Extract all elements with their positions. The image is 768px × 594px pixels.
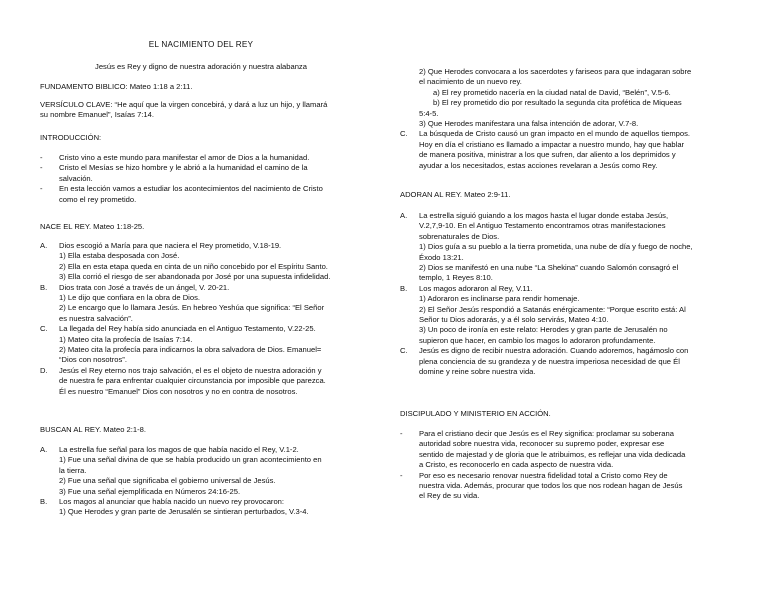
- sub-item: 3) Un poco de ironía en este relato: Herodes y gran parte de Jerusalén no: [419, 325, 668, 335]
- document-title: EL NACIMIENTO DEL REY: [148, 40, 254, 49]
- outline-letter: C.: [40, 324, 48, 334]
- text-line: Él es nuestro “Emanuel” Dios con nosotros y no en contra de nosotros.: [59, 386, 298, 396]
- text-line: como el rey prometido.: [59, 194, 137, 204]
- sub-item: 1) Fue una señal divina de que se había producido un gran acontecimiento en: [59, 455, 322, 465]
- sub-item: la tierra.: [59, 465, 87, 475]
- sub-item: 2) Fue una señal que significaba el gobierno universal de Jesús.: [59, 476, 276, 486]
- outline-letter: A.: [40, 445, 48, 454]
- text-line: En esta lección vamos a estudiar los acontecimientos del nacimiento de Cristo: [59, 184, 323, 194]
- outline-item-a: [40, 445, 362, 455]
- sub-item: 2) Dios se manifestó en una nube “La Shekina” cuando Salomón consagró el: [419, 263, 679, 273]
- sub-item: 1) Dios guía a su pueblo a la tierra prometida, una nube de día y fuego de noche,: [419, 242, 693, 252]
- text-line: Los magos al anunciar que había nacido un nuevo rey provocaron:: [59, 497, 285, 507]
- text-line: VERSÍCULO CLAVE: “He aquí que la virgen concebirá, y dará a luz un hijo, y llamará: [40, 100, 328, 109]
- buscan-section: [40, 445, 362, 518]
- sub-item: 2) Ella en esta etapa queda en cinta de un niño concebido por el Espíritu Santo.: [59, 261, 328, 271]
- list-item: [400, 471, 730, 502]
- text-line: Cristo vino a este mundo para manifestar el amor de Dios a la humanidad.: [59, 153, 310, 162]
- outline-item-d: [40, 366, 362, 397]
- outline-item-a: [400, 211, 730, 242]
- sub-item: 1) Que Herodes y gran parte de Jerusalén se sintieran perturbados, V.3-4.: [59, 507, 309, 517]
- outline-item-c: [400, 346, 730, 377]
- text-line: de nuestra fe para enfrentar cualquier circunstancia por imposible que parezca.: [59, 376, 326, 386]
- text-line: Jesús el Rey eterno nos trajo salvación, el es el objeto de nuestra adoración y: [59, 365, 322, 375]
- list-item: [40, 163, 362, 184]
- sub-item: es nuestra salvación”.: [59, 313, 133, 323]
- sub-item: 2) Que Herodes convocara a los sacerdotes y fariseos para que indagaran sobre: [419, 67, 692, 76]
- sub-sub-item: a) El rey prometido nacería en la ciudad natal de David, “Belén”, V.5-6.: [433, 87, 671, 97]
- text-line: salvación.: [59, 173, 93, 183]
- fundamento-biblico: FUNDAMENTO BIBLICO: Mateo 1:18 a 2:11.: [40, 82, 193, 91]
- outline-item-c: [40, 324, 362, 334]
- sub-item: 2) Mateo cita la profecía para indicarnos la obra salvadora de Dios. Emanuel=: [59, 345, 322, 355]
- outline-letter: A.: [400, 211, 408, 220]
- list-item: [40, 153, 362, 163]
- introduccion-list: [40, 153, 362, 205]
- text-line: Para el cristiano decir que Jesús es el Rey significa: proclamar su soberana: [419, 429, 674, 438]
- nace-section: [40, 241, 362, 397]
- outline-item-b: [40, 497, 362, 507]
- adoran-section: [400, 211, 730, 378]
- sub-item: el nacimiento de un nuevo rey.: [419, 77, 522, 87]
- outline-letter: C.: [400, 129, 408, 139]
- outline-letter: D.: [40, 365, 48, 375]
- bullet-dash: -: [40, 153, 43, 162]
- outline-letter: B.: [40, 282, 48, 292]
- bullet-dash: -: [400, 429, 403, 438]
- versiculo-clave: [40, 100, 362, 121]
- sub-item: 1) Le dijo que confiara en la obra de Dios.: [59, 293, 200, 303]
- outline-item-c: [400, 129, 730, 171]
- text-line: V.2,7,9-10. En el Antiguo Testamento encontramos otras manifestaciones: [419, 221, 666, 231]
- text-line: de manera positiva, ministrar a los que sufren, dar aliento a los deprimidos y: [419, 150, 676, 160]
- document-subtitle: Jesús es Rey y digno de nuestra adoración y nuestra alabanza: [95, 62, 307, 71]
- text-line: el Rey de su vida.: [419, 491, 480, 501]
- text-line: Hoy en día el cristiano es llamado a impactar a nuestro mundo, hay que hablar: [419, 139, 685, 149]
- text-line: La búsqueda de Cristo causó un gran impacto en el mundo de aquellos tiempos.: [419, 129, 691, 139]
- sub-sub-item: 5:4-5.: [419, 108, 439, 118]
- text-line: La estrella siguió guiando a los magos hasta el lugar donde estaba Jesús,: [419, 211, 669, 220]
- text-line: Dios trata con José a través de un ángel, V. 20-21.: [59, 282, 230, 292]
- text-line: Los magos adoraron al Rey, V.11.: [419, 283, 533, 293]
- list-item: [40, 184, 362, 205]
- bullet-dash: -: [40, 184, 43, 194]
- text-line: La estrella fue señal para los magos de que había nacido el Rey, V.1-2.: [59, 445, 299, 454]
- outline-letter: A.: [40, 241, 48, 250]
- text-line: nuestra vida. Además, procurar que todos los que nos rodean hagan de Jesús: [419, 481, 683, 491]
- sub-item: Éxodo 13:21.: [419, 252, 464, 262]
- text-line: Jesús es digno de recibir nuestra adoración. Cuando adoremos, hagámoslo con: [419, 346, 689, 356]
- text-line: domine y reine sobre nuestra vida.: [419, 367, 536, 377]
- outline-item-b: [40, 283, 362, 293]
- introduccion-heading: INTRODUCCIÓN:: [40, 133, 102, 142]
- sub-item: supieron que hacer, en cambio los magos lo adoraron profundamente.: [419, 335, 656, 345]
- outline-letter: B.: [400, 283, 408, 293]
- text-line: autoridad sobre nuestra vida, reconocer su supremo poder, expresar ese: [419, 439, 665, 449]
- discipulado-heading: DISCIPULADO Y MINISTERIO EN ACCIÓN.: [400, 409, 551, 418]
- outline-item-b: [400, 284, 730, 294]
- nace-heading: NACE EL REY. Mateo 1:18-25.: [40, 222, 145, 231]
- buscan-continued: [400, 67, 730, 171]
- buscan-heading: BUSCAN AL REY. Mateo 2:1-8.: [40, 425, 146, 434]
- outline-letter: B.: [40, 497, 48, 507]
- sub-item: “Dios con nosotros”.: [59, 355, 127, 365]
- text-line: La llegada del Rey había sido anunciada en el Antiguo Testamento, V.22-25.: [59, 324, 316, 334]
- text-line: a Cristo, es reconocerlo en cada aspecto de nuestra vida.: [419, 460, 614, 470]
- sub-item: 1) Mateo cita la profecía de Isaías 7:14.: [59, 334, 193, 344]
- sub-item: templo, 1 Reyes 8:10.: [419, 273, 493, 283]
- adoran-heading: ADORAN AL REY. Mateo 2:9-11.: [400, 190, 511, 199]
- text-line: Por eso es necesario renovar nuestra fidelidad total a Cristo como Rey de: [419, 470, 668, 480]
- text-line: sobrenaturales de Dios.: [419, 231, 500, 241]
- text-line: Dios escogió a María para que naciera el Rey prometido, V.18-19.: [59, 241, 282, 250]
- sub-item: 3) Que Herodes manifestara una falsa intención de adorar, V.7-8.: [419, 119, 639, 129]
- sub-item: 3) Ella corrió el riesgo de ser abandonada por José por una supuesta infidelidad.: [59, 272, 331, 282]
- text-line: ayudar a los necesitados, estas acciones revelaran a Jesús como Rey.: [419, 160, 658, 170]
- sub-item: 1) Ella estaba desposada con José.: [59, 251, 180, 261]
- outline-letter: C.: [400, 346, 408, 356]
- outline-item-a: [40, 241, 362, 251]
- text-line: Cristo el Mesías se hizo hombre y le abrió a la humanidad el camino de la: [59, 163, 308, 173]
- discipulado-list: [400, 429, 730, 502]
- sub-sub-item: b) El rey prometido dio por resultado la segunda cita profética de Miqueas: [433, 98, 682, 108]
- text-line: sentido de majestad y de gloria que le atribuimos, es reflejar una vida dedicada: [419, 449, 686, 459]
- list-item: [400, 429, 730, 471]
- sub-item: 2) Le encargo que lo llamara Jesús. En hebreo Yeshúa que significa: “El Señor: [59, 303, 325, 313]
- sub-item: 3) Fue una señal ejemplificada en Números 24:16-25.: [59, 486, 241, 496]
- sub-item: 2) El Señor Jesús respondió a Satanás enérgicamente: “Porque escrito está: Al: [419, 304, 686, 314]
- text-line: plena conciencia de su grandeza y de nuestra imperiosa necesidad de que Él: [419, 356, 680, 366]
- bullet-dash: -: [40, 163, 43, 173]
- bullet-dash: -: [400, 470, 403, 480]
- sub-item: 1) Adoraron es inclinarse para rendir homenaje.: [419, 294, 580, 304]
- sub-item: Señor tu Dios adorarás, y a él solo servirás, Mateo 4:10.: [419, 315, 609, 325]
- text-line: su nombre Emanuel”, Isaías 7:14.: [40, 110, 154, 120]
